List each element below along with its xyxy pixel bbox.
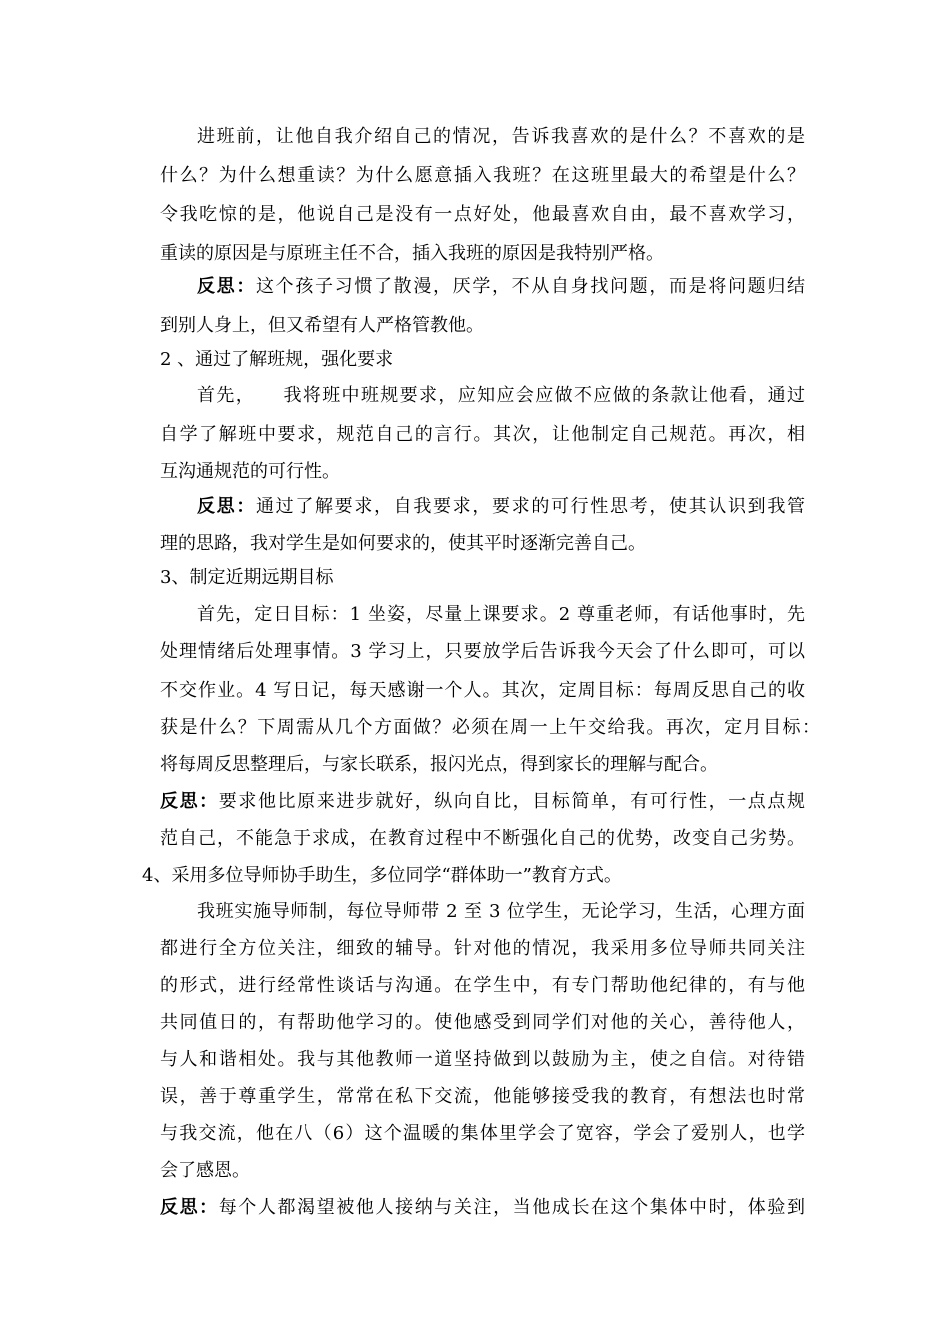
reflection-line: 理的思路，我对学生是如何要求的，使其平时逐渐完善自己。 <box>160 533 646 554</box>
reflection-line: 范自己，不能急于求成，在教育过程中不断强化自己的优势，改变自己劣势。 <box>160 828 805 849</box>
paragraph-line: 会了感恩。 <box>160 1160 250 1181</box>
section-heading: 3、制定近期远期目标 <box>160 567 334 588</box>
paragraph-line: 与人和谐相处。我与其他教师一道坚持做到以鼓励为主，使之自信。对待错 <box>160 1049 805 1070</box>
reflection-line <box>160 1196 805 1220</box>
reflection-line: 到别人身上，但又希望有人严格管教他。 <box>160 315 484 336</box>
reflection-text: 这个孩子习惯了散漫，厌学，不从自身找问题，而是将问题归结 <box>256 276 805 297</box>
paragraph-line: 什么？为什么想重读？为什么愿意插入我班？在这班里最大的希望是什么？ <box>160 165 805 186</box>
paragraph-line: 将每周反思整理后，与家长联系，报闪光点，得到家长的理解与配合。 <box>160 754 718 775</box>
paragraph-line: 首先， 我将班中班规要求，应知应会应做不应做的条款让他看，通过 <box>197 385 805 406</box>
paragraph-line: 不交作业。4 写日记，每天感谢一个人。其次，定周目标：每周反思自己的收 <box>160 680 805 701</box>
paragraph-line: 进班前，让他自我介绍自己的情况，告诉我喜欢的是什么？不喜欢的是 <box>197 126 805 147</box>
reflection-text: 每个人都渴望被他人接纳与关注，当他成长在这个集体中时，体验到 <box>218 1197 805 1218</box>
paragraph-line: 自学了解班中要求，规范自己的言行。其次，让他制定自己规范。再次，相 <box>160 424 805 445</box>
section-heading: 4、采用多位导师协手助生，多位同学“群体助一”教育方式。 <box>142 865 622 886</box>
paragraph-line: 共同值日的，有帮助他学习的。使他感受到同学们对他的关心，善待他人， <box>160 1012 805 1033</box>
reflection-label: 反思： <box>197 276 256 297</box>
paragraph-line: 互沟通规范的可行性。 <box>160 461 340 482</box>
reflection-label: 反思： <box>197 496 256 517</box>
reflection-text: 要求他比原来进步就好，纵向自比，目标简单，有可行性，一点点规 <box>218 791 805 812</box>
paragraph-line: 获是什么？下周需从几个方面做？必须在周一上午交给我。再次，定月目标： <box>160 717 820 738</box>
paragraph-line: 的形式，进行经常性谈话与沟通。在学生中，有专门帮助他纪律的，有与他 <box>160 975 805 996</box>
reflection-label: 反思： <box>160 791 219 812</box>
reflection-line <box>197 275 805 299</box>
paragraph-line: 首先，定日目标：1 坐姿，尽量上课要求。2 尊重老师，有话他事时，先 <box>197 604 805 625</box>
paragraph-line: 误，善于尊重学生，常常在私下交流，他能够接受我的教育，有想法也时常 <box>160 1086 805 1107</box>
paragraph-line: 都进行全方位关注，细致的辅导。针对他的情况，我采用多位导师共同关注 <box>160 938 805 959</box>
reflection-text: 通过了解要求，自我要求，要求的可行性思考，使其认识到我管 <box>256 496 805 517</box>
paragraph-line: 我班实施导师制，每位导师带 2 至 3 位学生，无论学习，生活，心理方面 <box>197 901 805 922</box>
paragraph-line: 重读的原因是与原班主任不合，插入我班的原因是我特别严格。 <box>160 243 664 264</box>
paragraph-line: 与我交流，他在八（6）这个温暖的集体里学会了宽容，学会了爱别人，也学 <box>160 1123 805 1144</box>
reflection-line <box>160 790 805 814</box>
section-heading: 2 、通过了解班规，强化要求 <box>160 349 394 370</box>
paragraph-line: 令我吃惊的是，他说自己是没有一点好处，他最喜欢自由，最不喜欢学习， <box>160 204 805 225</box>
paragraph-line: 处理情绪后处理事情。3 学习上，只要放学后告诉我今天会了什么即可，可以 <box>160 641 805 662</box>
reflection-line <box>197 495 805 519</box>
reflection-label: 反思： <box>160 1197 219 1218</box>
